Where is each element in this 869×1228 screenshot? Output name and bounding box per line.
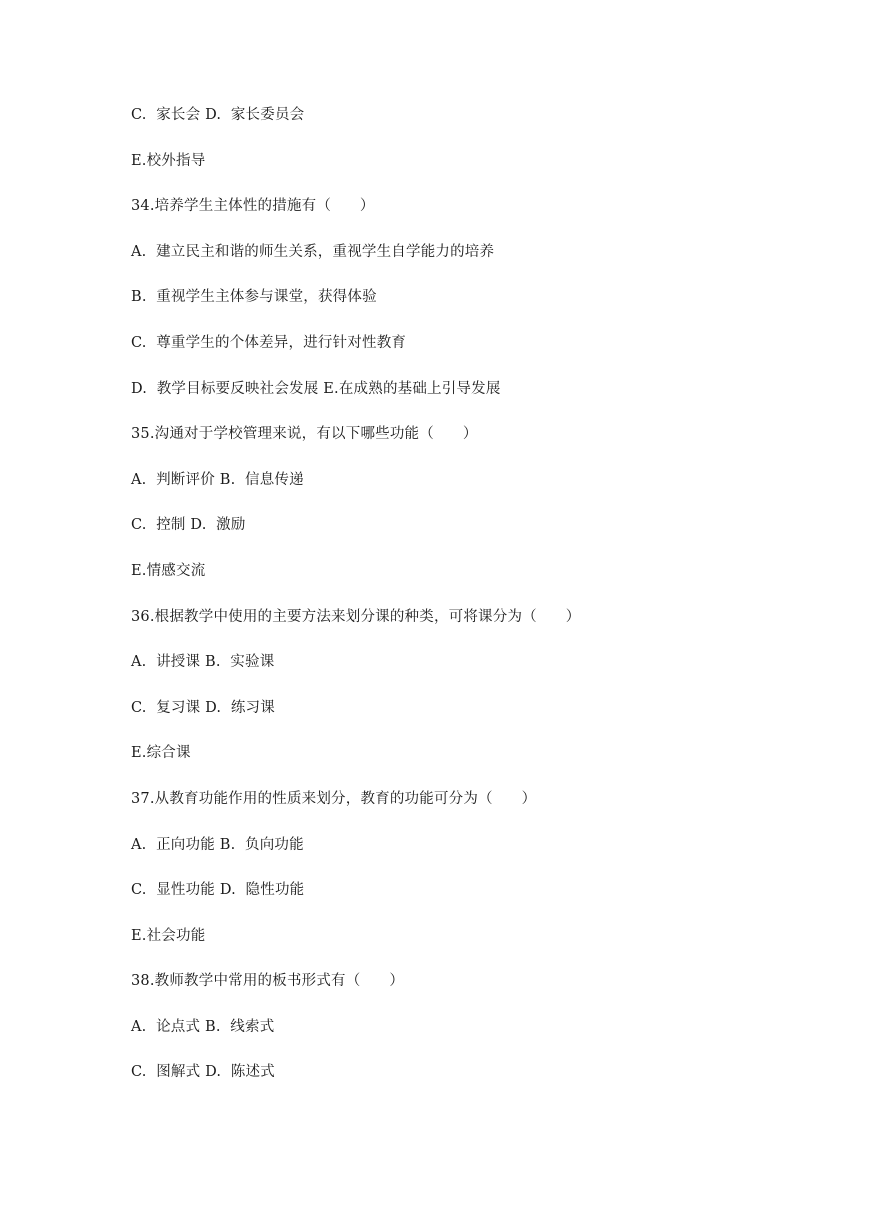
text-line: B. 重视学生主体参与课堂，获得体验 — [131, 289, 377, 306]
text-line: A. 论点式 B. 线索式 — [131, 1018, 275, 1035]
text-line: D. 教学目标要反映社会发展 E.在成熟的基础上引导发展 — [131, 380, 501, 397]
text-line: A. 建立民主和谐的师生关系，重视学生自学能力的培养 — [131, 243, 495, 260]
text-line: C. 尊重学生的个体差异，进行针对性教育 — [131, 334, 407, 351]
text-line: A. 正向功能 B. 负向功能 — [131, 836, 304, 853]
question-title: 36.根据教学中使用的主要方法来划分课的种类，可将课分为（ ） — [131, 608, 581, 625]
text-line: E.校外指导 — [131, 152, 206, 169]
text-line: C. 复习课 D. 练习课 — [131, 699, 275, 716]
question-title: 35.沟通对于学校管理来说，有以下哪些功能（ ） — [131, 426, 478, 443]
text-line: C. 控制 D. 激励 — [131, 517, 246, 534]
question-title: 34.培养学生主体性的措施有（ ） — [131, 198, 375, 215]
text-line: E.情感交流 — [131, 562, 206, 579]
text-line: C. 显性功能 D. 隐性功能 — [131, 882, 305, 899]
text-line: A. 讲授课 B. 实验课 — [131, 654, 275, 671]
text-line: E.社会功能 — [131, 927, 206, 944]
question-title: 37.从教育功能作用的性质来划分，教育的功能可分为（ ） — [131, 790, 537, 807]
text-line: E.综合课 — [131, 745, 191, 762]
text-line: C. 家长会 D. 家长委员会 — [131, 107, 305, 123]
text-line: C. 图解式 D. 陈述式 — [131, 1064, 275, 1081]
question-list — [131, 104, 580, 1107]
text-line: A. 判断评价 B. 信息传递 — [131, 471, 304, 488]
question-title: 38.教师教学中常用的板书形式有（ ） — [131, 973, 405, 990]
